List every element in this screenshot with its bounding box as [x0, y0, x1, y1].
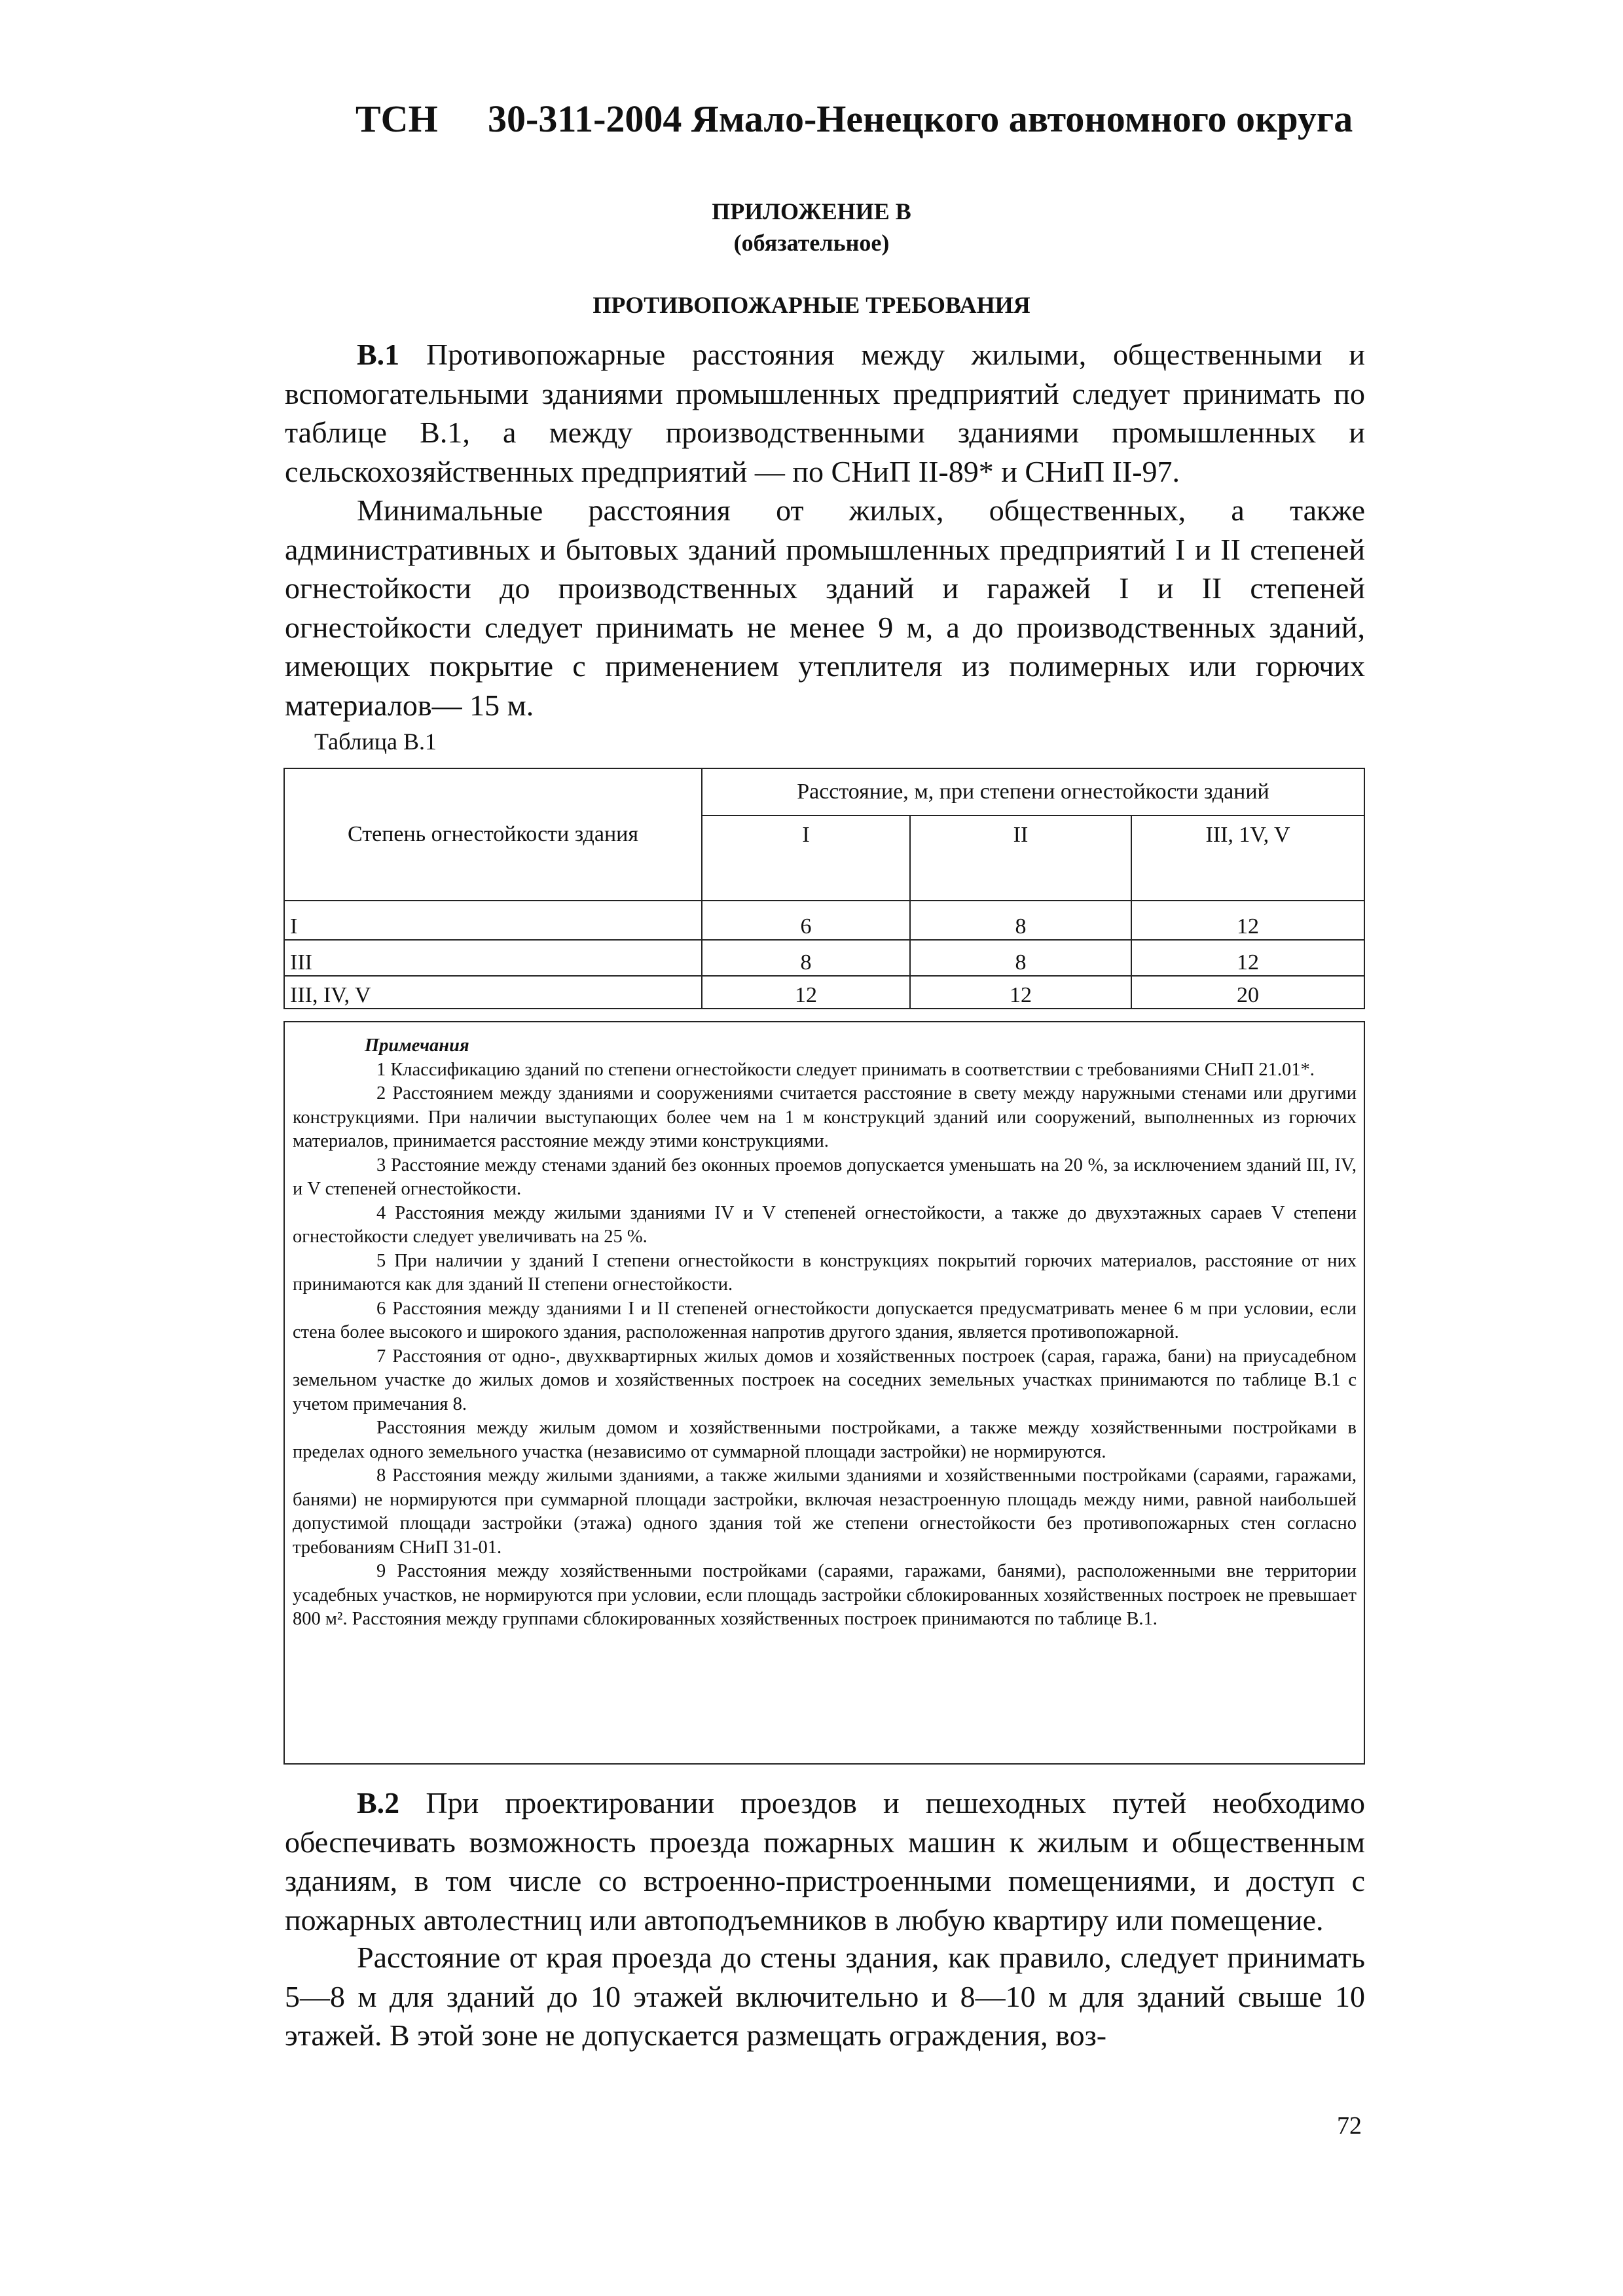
table-cell: 8: [702, 940, 910, 976]
page-number: 72: [1337, 2112, 1362, 2140]
notes-heading: Примечания: [365, 1035, 469, 1056]
section-b2-text-1: При проектировании проездов и пешеходных путей необходимо обеспечивать возможность проезда пожарных машин к жилым и общественным зданиям, в том числе со встроенно-пристроенными помещениями, и доступ с пожарных автолестниц или автоподъемников в любую квартиру или помещение.: [285, 1786, 1365, 1937]
table-header-group: Расстояние, м, при степени огнестойкости зданий: [702, 768, 1364, 816]
header-prefix: ТСН: [356, 98, 438, 140]
table-header-col-2: II: [910, 816, 1131, 901]
note-item: 9 Расстояния между хозяйственными постройками (сараями, гаражами, банями), расположенными вне территории усадебных участков, не нормируются при условии, если площадь застройки сблокированных хозяйственных построек не превышает 800 м². Расстояния между группами сблокированных хозяйственных построек принимаются по таблице В.1.: [293, 1561, 1357, 1629]
fire-distance-table: [283, 768, 1365, 1009]
table-cell: 12: [702, 976, 910, 1009]
section-b2-continued: [285, 1938, 1365, 2055]
table-notes: [293, 1034, 1357, 1632]
note-item: 6 Расстояния между зданиями I и II степеней огнестойкости допускается предусматривать менее 6 м при условии, если стена более высокого и широкого здания, расположенная напротив другого здания, является противопожарной.: [293, 1298, 1357, 1342]
note-item: 1 Классификацию зданий по степени огнестойкости следует принимать в соответствии с требованиями СНиП 21.01*.: [376, 1059, 1315, 1080]
section-b1-number: В.1: [357, 338, 400, 371]
section-b2-paragraph-2: Расстояние от края проезда до стены здания, как правило, следует принимать 5—8 м для зданий до 10 этажей включительно и 8—10 м для зданий свыше 10 этажей. В этой зоне не допускается размещать ограждения, воз-: [285, 1941, 1365, 2052]
note-item: 7 Расстояния от одно-, двухквартирных жилых домов и хозяйственных построек (сарая, гаража, бани) на приусадебном земельном участке до жилых домов и хозяйственных построек на соседних земельных участках принимаются по таблице В.1 с учетом примечания 8.: [293, 1346, 1357, 1414]
table-row-label: I: [284, 901, 702, 940]
table-cell: 8: [910, 940, 1131, 976]
note-item: 3 Расстояние между стенами зданий без оконных проемов допускается уменьшать на 20 %, за исключением зданий III, IV, и V степеней огнестойкости.: [293, 1155, 1357, 1199]
note-item: 8 Расстояния между жилыми зданиями, а также жилыми зданиями и хозяйственными постройками (сараями, гаражами, банями) не нормируются при суммарной площади застройки, включая незастроенную площадь между ними, равной наибольшей допустимой площади застройки (этажа) одного здания той же степени огнестойкости без противопожарных стен согласно требованиям СНиП 31-01.: [293, 1465, 1357, 1558]
table-cell: 12: [910, 976, 1131, 1009]
section-b1-text-1: Противопожарные расстояния между жилыми, общественными и вспомогательными зданиями промышленных предприятий следует принимать по таблице В.1, а между производственными зданиями промышленных и сельскохозяйственных предприятий — по СНиП II-89* и СНиП II-97.: [285, 338, 1365, 488]
table-cell: 12: [1131, 940, 1364, 976]
section-b2-paragraph-1: [285, 1784, 1365, 1939]
section-b1-paragraph-1: [285, 335, 1365, 491]
table-row: [284, 901, 1364, 940]
table-row-label: III, IV, V: [284, 976, 702, 1009]
table-cell: 12: [1131, 901, 1364, 940]
note-item: Расстояния между жилым домом и хозяйственными постройками, а также между хозяйственными постройками в пределах одного земельного участка (независимо от суммарной площади застройки) не нормируются.: [293, 1418, 1357, 1462]
note-item: 5 При наличии у зданий I степени огнестойкости в конструкциях покрытий горючих материалов, расстояние от них принимаются как для зданий II степени огнестойкости.: [293, 1250, 1357, 1295]
appendix-label: ПРИЛОЖЕНИЕ В: [712, 198, 911, 224]
note-item: 4 Расстояния между жилыми зданиями IV и V степеней огнестойкости, а также до двухэтажных сараев V степени огнестойкости следует увеличивать на 25 %.: [293, 1202, 1357, 1247]
appendix-heading: ПРОТИВОПОЖАРНЫЕ ТРЕБОВАНИЯ: [593, 292, 1030, 318]
table-caption: Таблица В.1: [314, 728, 437, 755]
section-b1-paragraph-2: Минимальные расстояния от жилых, общественных, а также административных и бытовых зданий промышленных предприятий I и II степеней огнестойкости до производственных зданий и гаражей I и II степеней огнестойкости следует принимать не менее 9 м, а до производственных зданий, имеющих покрытие с применением утеплителя из полимерных или горючих материалов— 15 м.: [285, 493, 1365, 722]
header-title: 30-311-2004 Ямало-Ненецкого автономного округа: [488, 98, 1353, 140]
section-b1: [285, 335, 1365, 725]
appendix-status: (обязательное): [733, 230, 890, 256]
note-item: 2 Расстоянием между зданиями и сооружениями считается расстояние в свету между наружными стенами или другими конструкциями. При наличии выступающих более чем на 1 м конструкций зданий или сооружений, выполненных из горючих материалов, принимается расстояние между этими конструкциями.: [293, 1083, 1357, 1151]
table-cell: 20: [1131, 976, 1364, 1009]
section-b2: [285, 1784, 1365, 1939]
table-row: [284, 976, 1364, 1009]
table-cell: 6: [702, 901, 910, 940]
table-header-col-3: III, 1V, V: [1131, 816, 1364, 901]
section-b2-number: В.2: [357, 1786, 400, 1820]
table-row-label: III: [284, 940, 702, 976]
table-header-col-1: I: [702, 816, 910, 901]
table-cell: 8: [910, 901, 1131, 940]
table-row: [284, 940, 1364, 976]
table-header-degree: Степень огнестойкости здания: [284, 768, 702, 901]
